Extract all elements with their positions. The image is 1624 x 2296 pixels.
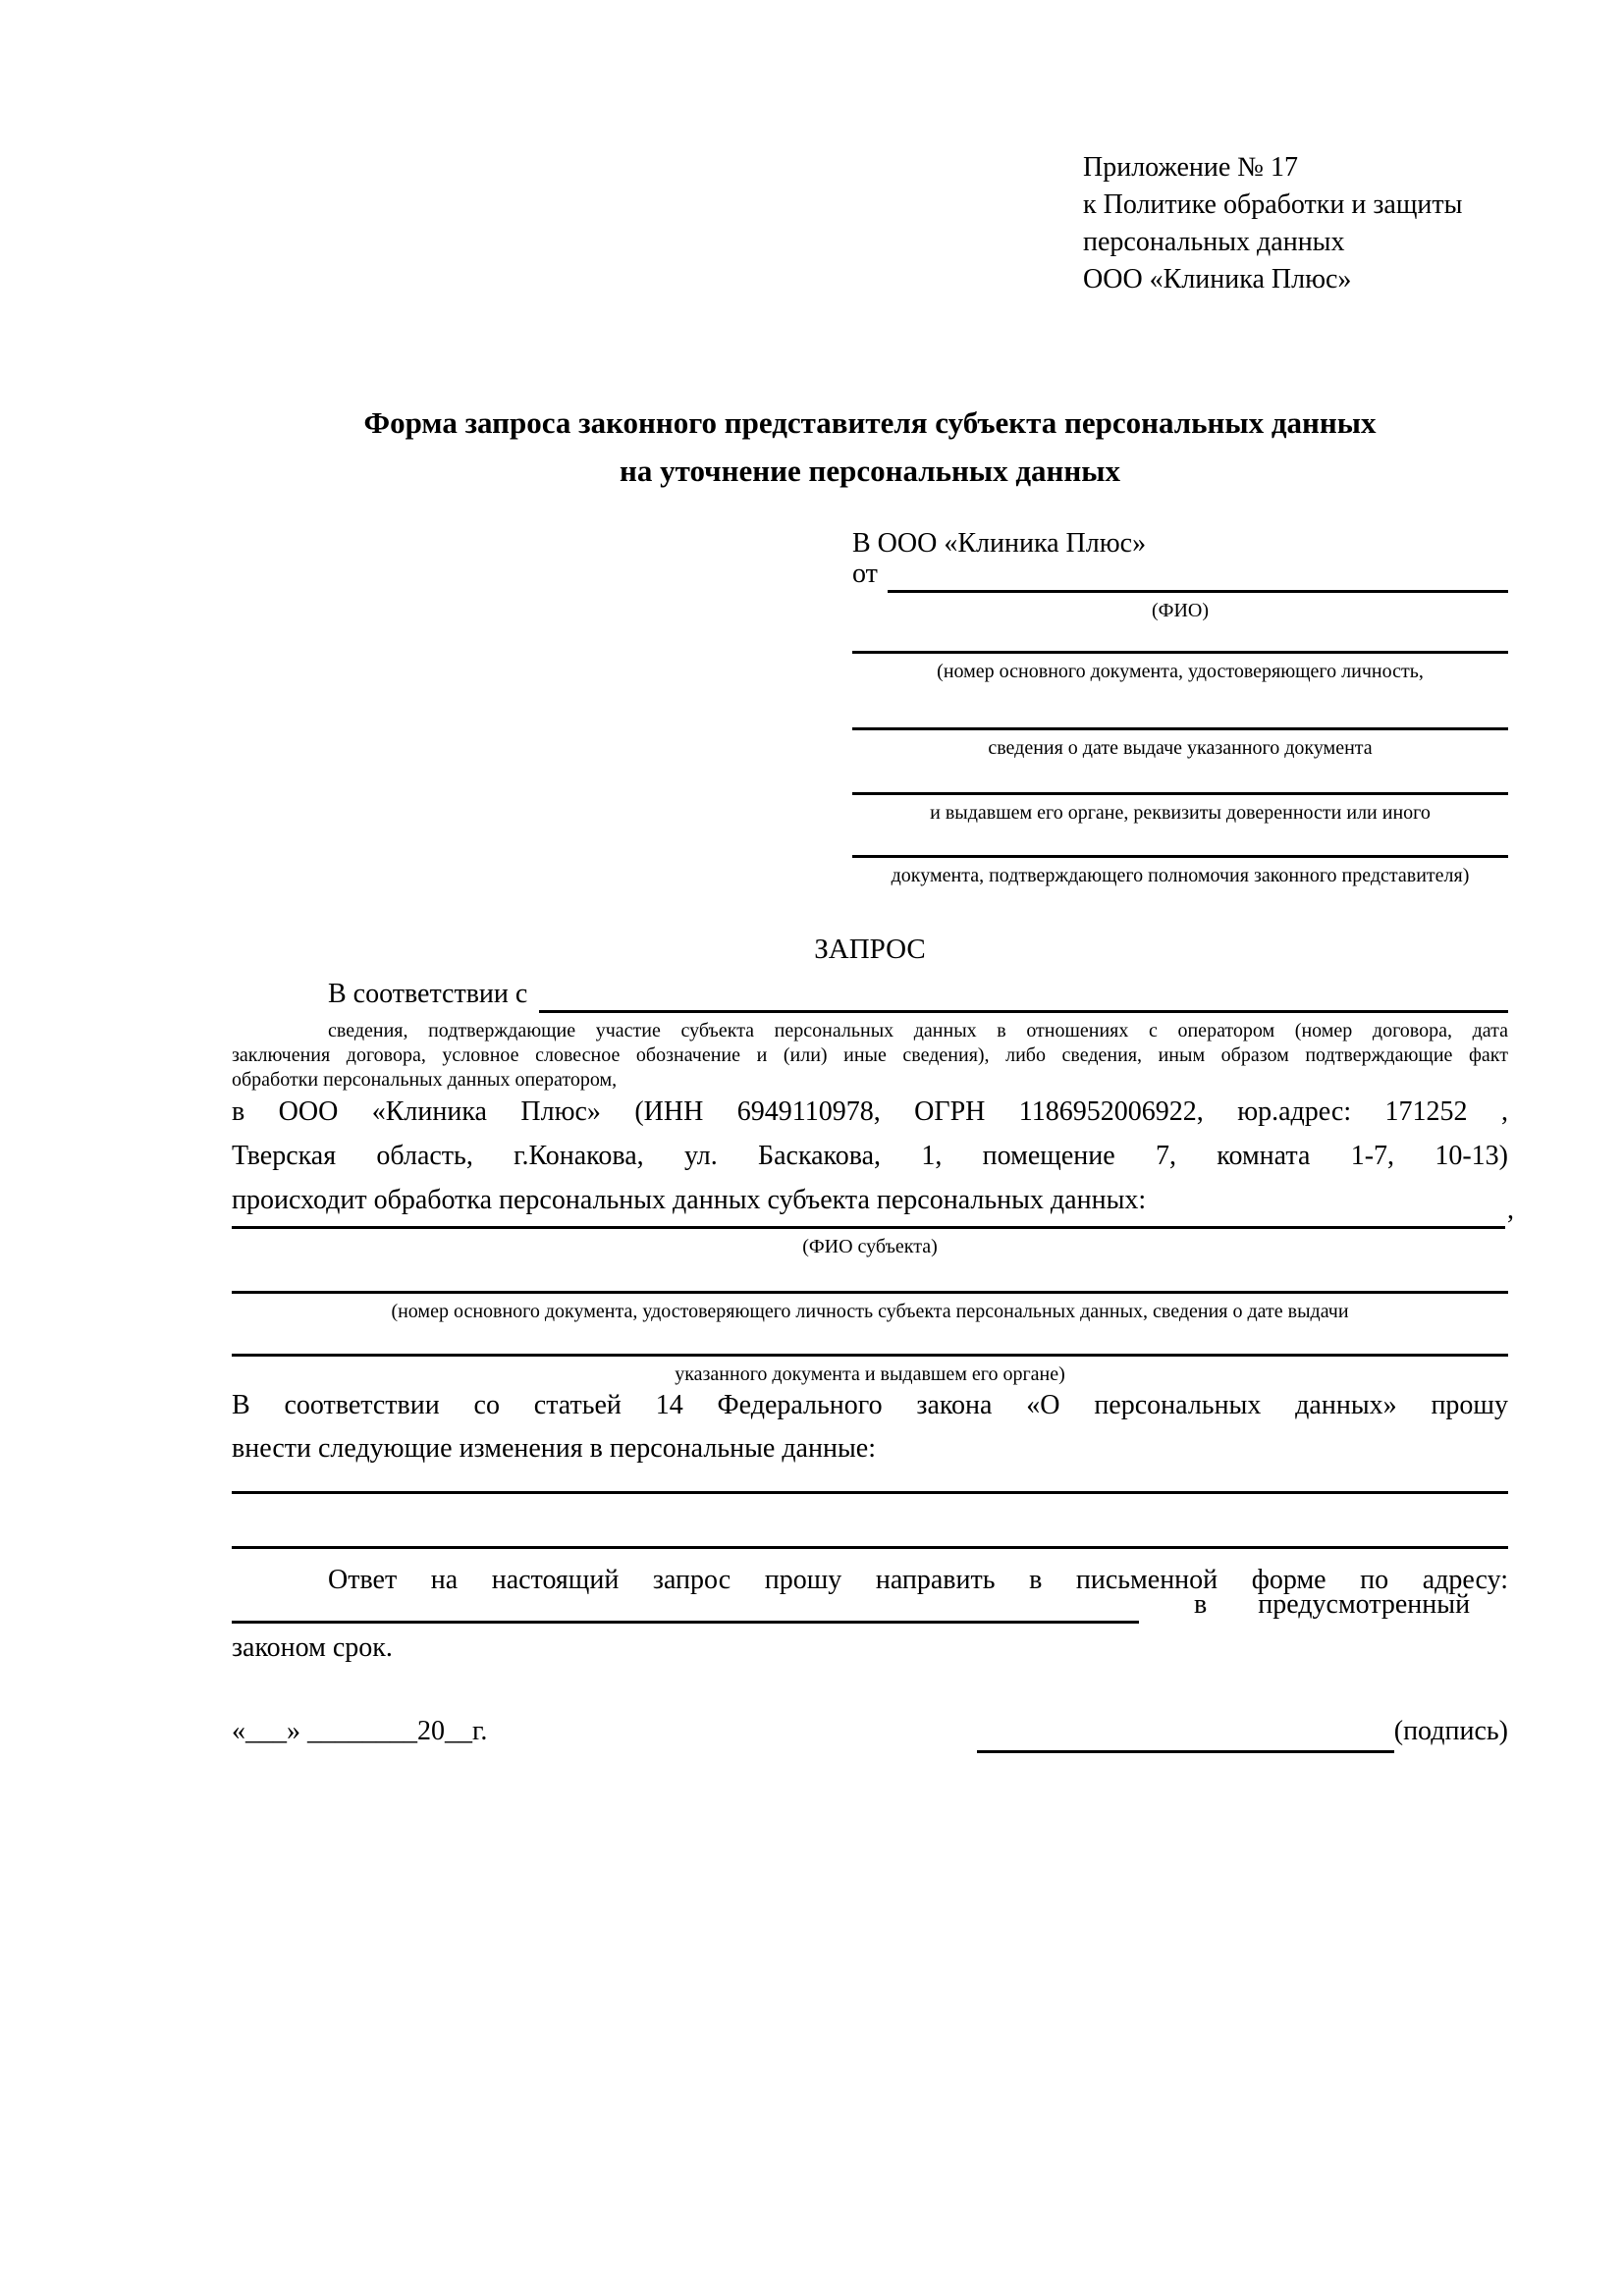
date-signature-row bbox=[232, 1713, 1508, 1750]
annex-line: Приложение № 17 bbox=[1083, 152, 1298, 183]
from-label: от bbox=[852, 559, 878, 589]
amendment-blank-field bbox=[232, 1546, 1508, 1549]
annex-line: ООО «Клиника Плюс» bbox=[1083, 264, 1352, 294]
amendment-paragraph bbox=[232, 1384, 1508, 1470]
basis-prefix: В соответствии с bbox=[328, 979, 528, 1009]
request-heading: ЗАПРОС bbox=[814, 934, 926, 965]
amendment-paragraph-line: внести следующие изменения в персональные данные: bbox=[232, 1433, 876, 1464]
basis-row bbox=[232, 978, 1508, 1013]
addressee-to: В ООО «Клиника Плюс» bbox=[852, 528, 1147, 559]
field-caption: и выдавшем его органе, реквизиты доверенности или иного bbox=[930, 802, 1431, 824]
reply-address-row bbox=[232, 1589, 1512, 1624]
subject-line-comma: , bbox=[1507, 1195, 1514, 1225]
signature-group bbox=[977, 1713, 1508, 1750]
reply-paragraph-line: Ответ на настоящий запрос прошу направить в письменной форме по адресу: bbox=[328, 1565, 1508, 1595]
from-row bbox=[852, 561, 1508, 593]
subject-doc-caption: указанного документа и выдавшем его органе) bbox=[675, 1363, 1065, 1385]
annex-line: персональных данных bbox=[1083, 227, 1345, 257]
subject-doc-caption: (номер основного документа, удостоверяющего личность субъекта персональных данных, сведения о дате выдачи bbox=[391, 1301, 1349, 1322]
annex-line: к Политике обработки и защиты bbox=[1083, 189, 1463, 220]
operator-paragraph-line: происходит обработка персональных данных субъекта персональных данных: bbox=[232, 1185, 1147, 1215]
reply-paragraph-line: законом срок. bbox=[232, 1632, 393, 1663]
signature-caption: (подпись) bbox=[1393, 1716, 1508, 1746]
basis-caption-line: обработки персональных данных оператором, bbox=[232, 1069, 618, 1091]
reply-word-v: в bbox=[1194, 1589, 1208, 1620]
subject-doc-field bbox=[232, 1354, 1508, 1357]
amendment-paragraph-line: В соответствии со статьей 14 Федерального закона «О персональных данных» прошу bbox=[232, 1390, 1508, 1420]
address-blank-field bbox=[232, 1598, 1139, 1624]
form-title bbox=[232, 399, 1508, 495]
field-caption: сведения о дате выдаче указанного документа bbox=[988, 737, 1373, 759]
subject-fio-caption: (ФИО субъекта) bbox=[802, 1236, 938, 1257]
subject-doc-field bbox=[232, 1291, 1508, 1294]
basis-caption bbox=[232, 1019, 1508, 1093]
amendment-blank-field bbox=[232, 1491, 1508, 1494]
operator-paragraph-line: в ООО «Клиника Плюс» (ИНН 6949110978, ОГРН 1186952006922, юр.адрес: 171252 , bbox=[232, 1096, 1508, 1127]
form-title-line: Форма запроса законного представителя субъекта персональных данных bbox=[363, 405, 1377, 440]
field-caption: (номер основного документа, удостоверяющего личность, bbox=[937, 661, 1424, 682]
from-blank-field bbox=[888, 561, 1508, 593]
representative-doc-field bbox=[852, 651, 1508, 654]
form-title-line: на уточнение персональных данных bbox=[620, 454, 1120, 488]
representative-doc-field bbox=[852, 727, 1508, 730]
basis-caption-line: заключения договора, условное словесное обозначение и (или) иные сведения), либо сведения, иным образом подтверждающие факт bbox=[232, 1044, 1508, 1066]
annex-header bbox=[1083, 149, 1520, 298]
basis-blank-field bbox=[539, 978, 1508, 1013]
representative-doc-field bbox=[852, 792, 1508, 795]
basis-caption-line: сведения, подтверждающие участие субъекта персональных данных в отношениях с оператором (номер договора, дата bbox=[328, 1020, 1508, 1041]
subject-name-field bbox=[232, 1201, 1505, 1229]
reply-word-predusmotrenny: предусмотренный bbox=[1258, 1589, 1471, 1620]
representative-doc-field bbox=[852, 855, 1508, 858]
field-caption: документа, подтверждающего полномочия законного представителя) bbox=[891, 865, 1470, 886]
date-field: «___» ________20__г. bbox=[232, 1716, 488, 1746]
operator-paragraph-line: Тверская область, г.Конакова, ул. Баскакова, 1, помещение 7, комната 1-7, 10-13) bbox=[232, 1141, 1508, 1171]
signature-field bbox=[977, 1713, 1394, 1753]
fio-caption: (ФИО) bbox=[1151, 600, 1209, 621]
